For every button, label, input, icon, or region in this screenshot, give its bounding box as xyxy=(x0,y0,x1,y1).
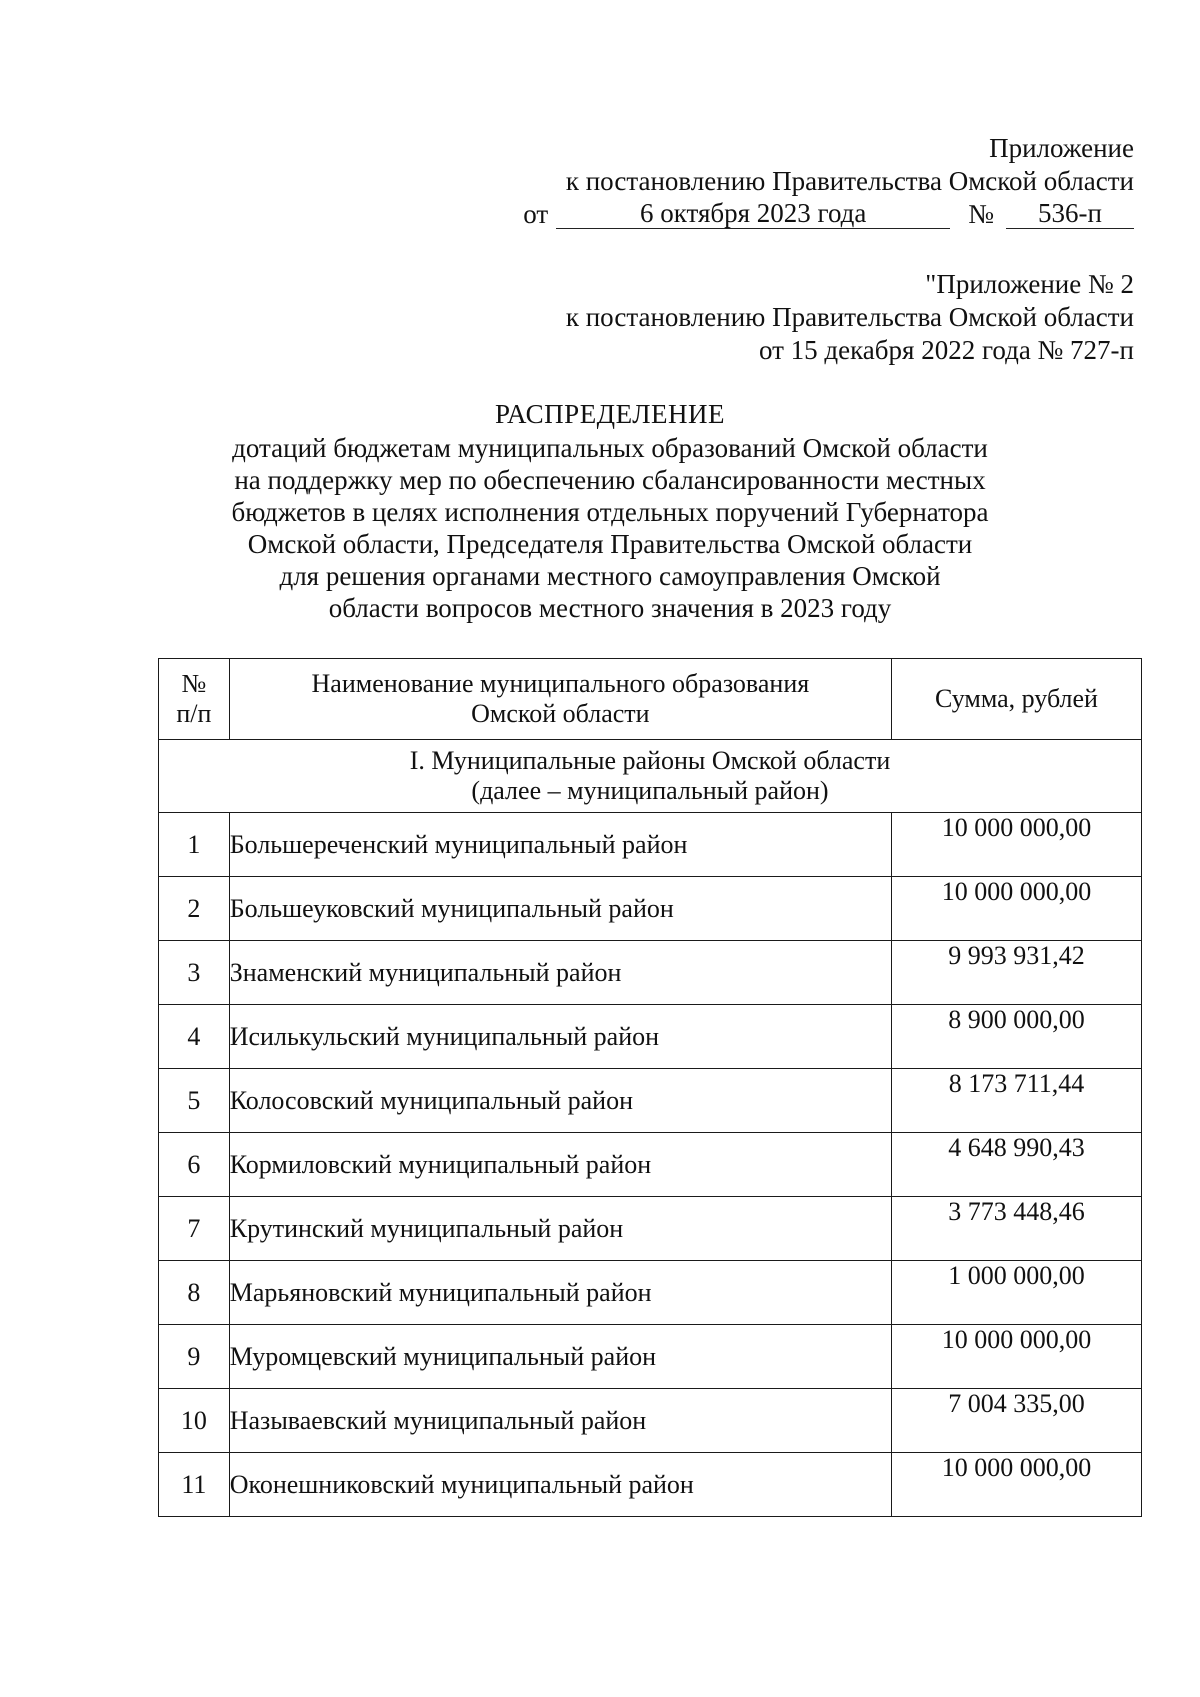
appendix-to: к постановлению Правительства Омской области xyxy=(565,166,1134,196)
appendix-header xyxy=(514,132,1134,231)
section-title-line2: (далее – муниципальный район) xyxy=(471,776,829,805)
row-name: Называевский муниципальный район xyxy=(229,1389,891,1453)
row-sum: 7 004 335,00 xyxy=(892,1389,1142,1453)
row-sum: 8 900 000,00 xyxy=(892,1005,1142,1069)
amended-appendix-title: "Приложение № 2 xyxy=(925,269,1134,299)
row-number: 9 xyxy=(159,1325,230,1389)
row-number: 10 xyxy=(159,1389,230,1453)
row-sum: 8 173 711,44 xyxy=(892,1069,1142,1133)
table-row xyxy=(159,1005,1142,1069)
header-sum: Сумма, рублей xyxy=(892,659,1142,740)
row-sum: 4 648 990,43 xyxy=(892,1133,1142,1197)
section-title xyxy=(159,740,1142,813)
table-row xyxy=(159,1069,1142,1133)
table-row xyxy=(159,1197,1142,1261)
title-line-2: на поддержку мер по обеспечению сбалансированности местных xyxy=(234,465,986,495)
row-number: 2 xyxy=(159,877,230,941)
header-number xyxy=(159,659,230,740)
title-line-4: Омской области, Председателя Правительства Омской области xyxy=(247,529,973,559)
appendix-title: Приложение xyxy=(989,133,1134,163)
table-row xyxy=(159,1133,1142,1197)
amended-appendix-header xyxy=(514,268,1134,367)
header-number-line2: п/п xyxy=(176,699,212,728)
table-header-row xyxy=(159,659,1142,740)
number-value: 536-п xyxy=(1006,200,1134,229)
header-name-line1: Наименование муниципального образования xyxy=(311,669,810,698)
date-prefix: от xyxy=(523,199,549,229)
row-name: Колосовский муниципальный район xyxy=(229,1069,891,1133)
row-number: 3 xyxy=(159,941,230,1005)
table-row xyxy=(159,877,1142,941)
row-name: Знаменский муниципальный район xyxy=(229,941,891,1005)
title-line-3: бюджетов в целях исполнения отдельных поручений Губернатора xyxy=(231,497,989,527)
row-sum: 10 000 000,00 xyxy=(892,877,1142,941)
distribution-table xyxy=(158,658,1142,1517)
table-row xyxy=(159,1453,1142,1517)
title-line-5: для решения органами местного самоуправления Омской xyxy=(279,561,941,591)
appendix-date-line xyxy=(514,198,1134,231)
row-sum: 3 773 448,46 xyxy=(892,1197,1142,1261)
table-row xyxy=(159,1261,1142,1325)
row-number: 11 xyxy=(159,1453,230,1517)
header-name-line2: Омской области xyxy=(471,699,650,728)
row-sum: 10 000 000,00 xyxy=(892,1453,1142,1517)
row-sum: 10 000 000,00 xyxy=(892,1325,1142,1389)
row-name: Исилькульский муниципальный район xyxy=(229,1005,891,1069)
row-number: 6 xyxy=(159,1133,230,1197)
table-row xyxy=(159,1325,1142,1389)
row-name: Большереченский муниципальный район xyxy=(229,813,891,877)
header-name xyxy=(229,659,891,740)
document-title xyxy=(160,398,1060,624)
title-line-1: дотаций бюджетам муниципальных образований Омской области xyxy=(232,433,988,463)
row-sum: 9 993 931,42 xyxy=(892,941,1142,1005)
row-name: Большеуковский муниципальный район xyxy=(229,877,891,941)
row-sum: 10 000 000,00 xyxy=(892,813,1142,877)
header-number-line1: № xyxy=(181,669,207,698)
row-sum: 1 000 000,00 xyxy=(892,1261,1142,1325)
row-number: 7 xyxy=(159,1197,230,1261)
row-name: Муромцевский муниципальный район xyxy=(229,1325,891,1389)
row-number: 5 xyxy=(159,1069,230,1133)
row-number: 8 xyxy=(159,1261,230,1325)
row-name: Кормиловский муниципальный район xyxy=(229,1133,891,1197)
amended-appendix-to: к постановлению Правительства Омской области xyxy=(565,302,1134,332)
table-row xyxy=(159,941,1142,1005)
row-name: Оконешниковский муниципальный район xyxy=(229,1453,891,1517)
row-name: Марьяновский муниципальный район xyxy=(229,1261,891,1325)
title-line-6: области вопросов местного значения в 2023 году xyxy=(328,593,892,623)
row-number: 1 xyxy=(159,813,230,877)
amended-appendix-date: от 15 декабря 2022 года № 727-п xyxy=(758,335,1134,365)
date-value: 6 октября 2023 года xyxy=(556,200,950,229)
table-row xyxy=(159,813,1142,877)
row-name: Крутинский муниципальный район xyxy=(229,1197,891,1261)
section-title-line1: I. Муниципальные районы Омской области xyxy=(409,746,891,775)
row-number: 4 xyxy=(159,1005,230,1069)
table-row xyxy=(159,1389,1142,1453)
title-heading: РАСПРЕДЕЛЕНИЕ xyxy=(494,399,726,429)
number-sign: № xyxy=(968,199,994,229)
section-row xyxy=(159,740,1142,813)
